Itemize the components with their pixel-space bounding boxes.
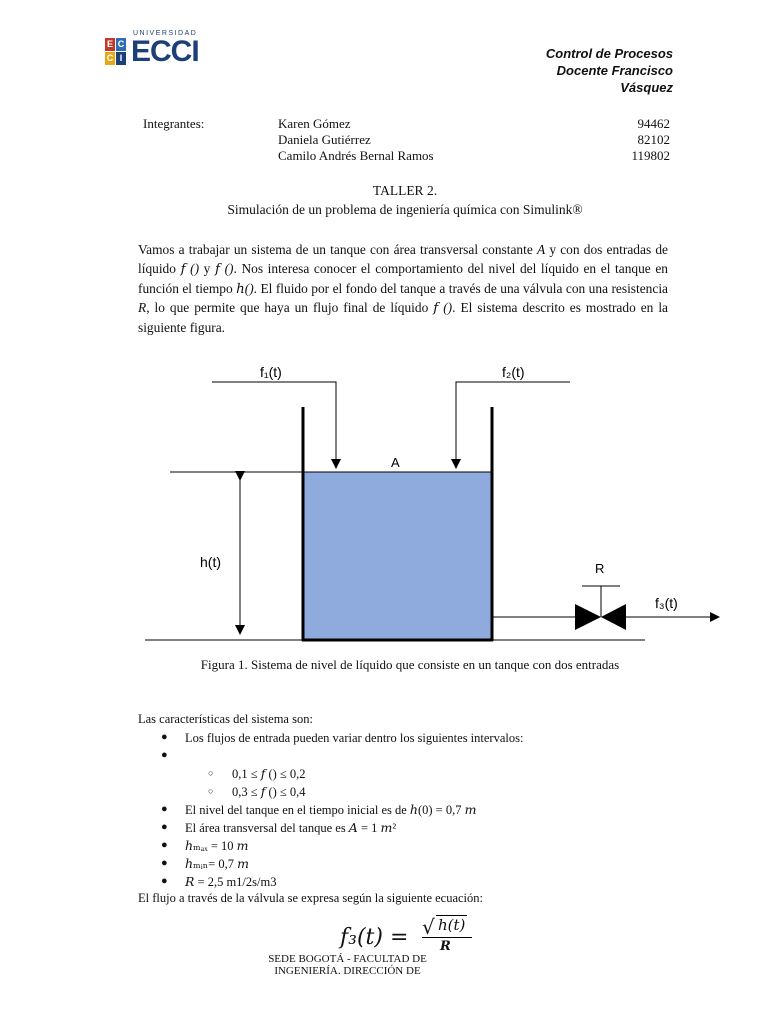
flow-intro: El flujo a través de la válvula se expresa según la siguiente ecuación: [138,891,484,905]
equation-denominator: R [440,939,451,954]
bullet: ● [161,875,168,887]
logo-cell: C [117,39,125,49]
logo-cell: I [116,52,126,65]
area-label: A [391,455,400,470]
member-id: 119802 [631,148,670,163]
bullet: ● [161,731,168,743]
sqrt-icon: √ [422,915,435,939]
members-label: Integrantes: [143,116,205,131]
tank-diagram [0,355,768,655]
fraction-bar [422,937,472,938]
intro-paragraph: Vamos a trabajar un sistema de un tanque con área transversal constante A y con dos entradas de líquido 𝑓 () y 𝑓 (). Nos interesa conocer el comportamiento del nivel del líquido en el tanque en función el tiempo ℎ(). El fluido por el fondo del tanque a través de una válvula con una resistencia R, lo que permite que haya un flujo final de líquido 𝑓 (). El sistema descrito es mostrado en la siguiente figura. [138,242,669,335]
member-name: Daniela Gutiérrez [278,132,371,147]
f2-label: f₂(t) [502,364,525,380]
course-line: Vásquez [620,80,673,95]
list-item: El nivel del tanque en el tiempo inicial es de ℎ(0) = 0,7 𝑚 [185,803,477,817]
valve-left [575,604,601,630]
f3-label: f₃(t) [655,595,678,611]
list-item: El área transversal del tanque es 𝐴 = 1 𝑚² [185,821,397,835]
workshop-title: TALLER 2. [372,183,438,198]
equation-lhs: f₃(t) = [340,925,409,950]
workshop-subtitle: Simulación de un problema de ingeniería química con Simulink® [227,202,583,217]
course-line: Control de Procesos [545,46,673,61]
member-name: Camilo Andrés Bernal Ramos [278,148,434,163]
figure-caption: Figura 1. Sistema de nivel de líquido que consiste en un tanque con dos entradas [200,657,620,672]
inflow-1-arrow [212,382,336,467]
member-id: 82102 [637,132,670,147]
logo-university-text: UNIVERSIDAD [133,30,198,37]
bullet: ● [161,857,168,869]
characteristics-intro: Las características del sistema son: [138,712,313,726]
list-item: Los flujos de entrada pueden variar dentro los siguientes intervalos: [185,731,524,745]
f1-label: f₁(t) [260,364,282,380]
list-item: ℎₘᵢₙ= 0,7 𝑚 [185,857,249,871]
list-item: ℎₘₐₓ = 10 𝑚 [185,839,249,853]
bullet: ● [161,821,168,833]
equation-numerator: h(t) [438,916,466,934]
resistance-label: R [595,561,605,576]
footer-line: SEDE BOGOTÁ - FACULTAD DE [268,953,427,965]
bullet: ● [161,839,168,851]
bullet: ● [161,803,168,815]
list-subitem: 0,1 ≤ 𝑓 () ≤ 0,2 [232,767,306,781]
sub-bullet: ○ [208,786,214,796]
logo-cell: C [106,53,114,63]
course-line: Docente Francisco [556,63,673,78]
course-header [413,45,673,96]
footer [250,953,445,977]
height-label: h(t) [200,554,221,570]
tank-water [304,472,491,640]
member-id: 94462 [637,116,670,131]
valve-right [601,604,626,630]
logo-grid-icon [105,38,127,66]
footer-line: INGENIERÍA. DIRECCIÓN DE [274,965,421,977]
logo-cell: E [106,39,113,49]
list-item: 𝑅 = 2,5 m1/2s/m3 [185,875,277,889]
university-logo [105,30,215,74]
sub-bullet: ○ [208,768,214,778]
logo-name: ECCI [131,35,199,68]
list-subitem: 0,3 ≤ 𝑓 () ≤ 0,4 [232,785,306,799]
member-name: Karen Gómez [278,116,351,131]
inflow-2-arrow [456,382,570,467]
bullet: ● [161,749,168,761]
